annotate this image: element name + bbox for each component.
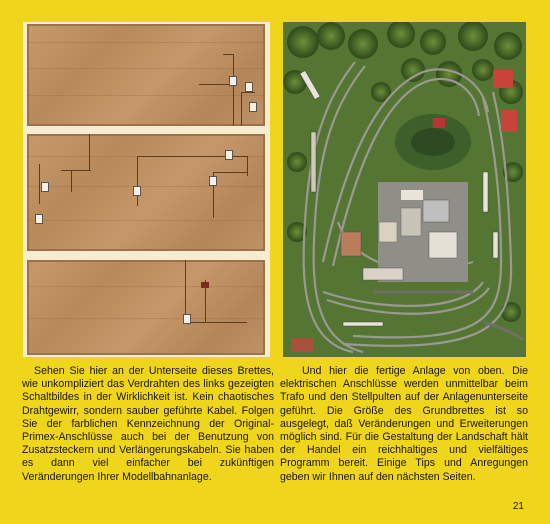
- caption-right: Und hier die fertige Anlage von oben. Die elektrischen Anschlüsse werden unmittelbar beim Trafo und den Stellpulten auf der Anlagenunterseite geführt. Die Größe des Grundbrettes ist so ausgelegt, daß Veränderungen und Erweiterungen möglich sind. Für die Gestaltung der Landschaft hält der Handel ein reichhaltiges und vielfältiges Programm bereit. Einige Tips und Anregungen geben wir Ihnen auf den nächsten Seiten.: [280, 365, 528, 483]
- photo-board-underside: [23, 22, 270, 357]
- layout-illustration: [283, 22, 526, 357]
- board-panel-bottom: [27, 260, 265, 355]
- photo-layout-from-above: [283, 22, 526, 357]
- caption-left: Sehen Sie hier an der Unterseite dieses Brettes, wie unkompliziert das Verdrahten des links gezeigten Schaltbildes in der Wirklichkeit ist. Kein chaotisches Drahtgewirr, sondern sauber geführte Kabel. Folgen Sie der farblichen Kennzeichnung der Original-Primex-Anschlüsse auch bei der Benutzung von Zusatzsteckern und Verlängerungskabeln. Sie haben es dann viel einfacher bei zukünftigen Veränderungen Ihrer Modellbahnanlage.: [22, 365, 274, 483]
- board-panel-top: [27, 24, 265, 126]
- board-panel-middle: [27, 134, 265, 251]
- page-number: 21: [512, 501, 524, 512]
